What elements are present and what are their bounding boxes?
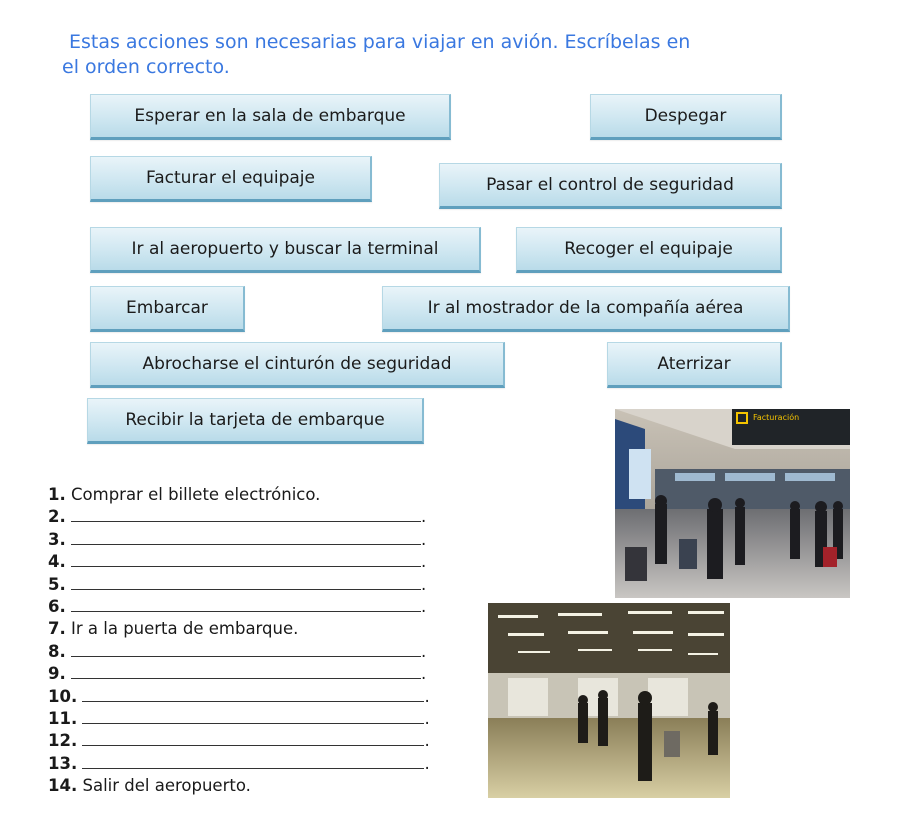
card-recoger-equipaje[interactable]: [516, 227, 782, 273]
checkin-sign-text: Facturación: [753, 413, 800, 422]
list-item[interactable]: [48, 663, 430, 685]
answer-blank[interactable]: [71, 642, 421, 657]
list-item: [48, 775, 430, 797]
item-period: .: [421, 664, 427, 684]
card-despegar[interactable]: [590, 94, 782, 140]
list-item[interactable]: [48, 641, 430, 663]
airport-checkin-photo: [615, 409, 850, 598]
list-item: [48, 484, 430, 506]
card-label: Facturar el equipaje: [146, 168, 315, 188]
answer-blank[interactable]: [82, 754, 424, 769]
card-label: Despegar: [644, 106, 727, 126]
item-period: .: [421, 596, 427, 616]
list-item[interactable]: [48, 596, 430, 618]
airport-checkin-illustration: [615, 409, 850, 598]
card-label: Embarcar: [126, 298, 208, 318]
card-ir-aeropuerto[interactable]: [90, 227, 481, 273]
instruction-line-1: Estas acciones son necesarias para viajar en avión. Escríbelas en: [69, 31, 691, 53]
item-period: .: [421, 529, 427, 549]
item-number: 14.: [48, 776, 78, 796]
item-period: .: [421, 641, 427, 661]
item-number: 10.: [48, 686, 78, 706]
card-esperar-sala-embarque[interactable]: [90, 94, 451, 140]
item-text: Ir a la puerta de embarque.: [71, 619, 299, 639]
answer-blank[interactable]: [71, 552, 421, 567]
answer-blank[interactable]: [71, 664, 421, 679]
item-number: 1.: [48, 485, 66, 504]
card-facturar-equipaje[interactable]: [90, 156, 372, 202]
item-period: .: [421, 574, 427, 594]
instruction-line-2: el orden correcto.: [62, 56, 230, 78]
item-text: Comprar el billete electrónico.: [71, 485, 321, 504]
list-item[interactable]: [48, 686, 430, 708]
card-label: Aterrizar: [657, 354, 731, 374]
card-label: Abrocharse el cinturón de seguridad: [142, 354, 452, 374]
list-item[interactable]: [48, 753, 430, 775]
list-item[interactable]: [48, 529, 430, 551]
instruction-text: [62, 30, 762, 80]
item-number: 9.: [48, 664, 66, 684]
card-label: Recoger el equipaje: [564, 239, 733, 259]
item-text: Salir del aeropuerto.: [82, 776, 251, 796]
item-number: 11.: [48, 708, 78, 728]
ordered-steps-list: [48, 484, 430, 797]
list-item[interactable]: [48, 551, 430, 573]
answer-blank[interactable]: [71, 575, 421, 590]
card-mostrador-compania[interactable]: [382, 286, 790, 332]
item-number: 2.: [48, 507, 66, 527]
card-aterrizar[interactable]: [607, 342, 782, 388]
item-period: .: [424, 753, 430, 773]
answer-blank[interactable]: [82, 731, 424, 746]
list-item[interactable]: [48, 730, 430, 752]
item-number: 12.: [48, 731, 78, 751]
answer-blank[interactable]: [71, 530, 421, 545]
card-label: Ir al mostrador de la compañía aérea: [427, 298, 744, 318]
item-period: .: [424, 686, 430, 706]
answer-blank[interactable]: [82, 687, 424, 702]
item-number: 6.: [48, 596, 66, 616]
item-number: 7.: [48, 619, 66, 639]
card-recibir-tarjeta[interactable]: [87, 398, 424, 444]
item-number: 5.: [48, 574, 66, 594]
item-number: 8.: [48, 641, 66, 661]
card-label: Pasar el control de seguridad: [486, 175, 734, 195]
list-item[interactable]: [48, 506, 430, 528]
answer-blank[interactable]: [71, 597, 421, 612]
airport-terminal-photo: [488, 603, 730, 798]
card-label: Recibir la tarjeta de embarque: [125, 410, 385, 430]
list-item[interactable]: [48, 708, 430, 730]
item-period: .: [424, 708, 430, 728]
item-period: .: [421, 507, 427, 527]
item-number: 4.: [48, 552, 66, 572]
card-embarcar[interactable]: [90, 286, 245, 332]
answer-blank[interactable]: [71, 507, 421, 522]
item-number: 3.: [48, 529, 66, 549]
list-item: [48, 618, 430, 640]
answer-blank[interactable]: [82, 709, 424, 724]
item-period: .: [424, 731, 430, 751]
card-pasar-control-seguridad[interactable]: [439, 163, 782, 209]
card-label: Esperar en la sala de embarque: [134, 106, 406, 126]
list-item[interactable]: [48, 574, 430, 596]
airport-terminal-illustration: [488, 603, 730, 798]
card-abrocharse-cinturon[interactable]: [90, 342, 505, 388]
card-label: Ir al aeropuerto y buscar la terminal: [131, 239, 439, 259]
item-period: .: [421, 552, 427, 572]
item-number: 13.: [48, 753, 78, 773]
